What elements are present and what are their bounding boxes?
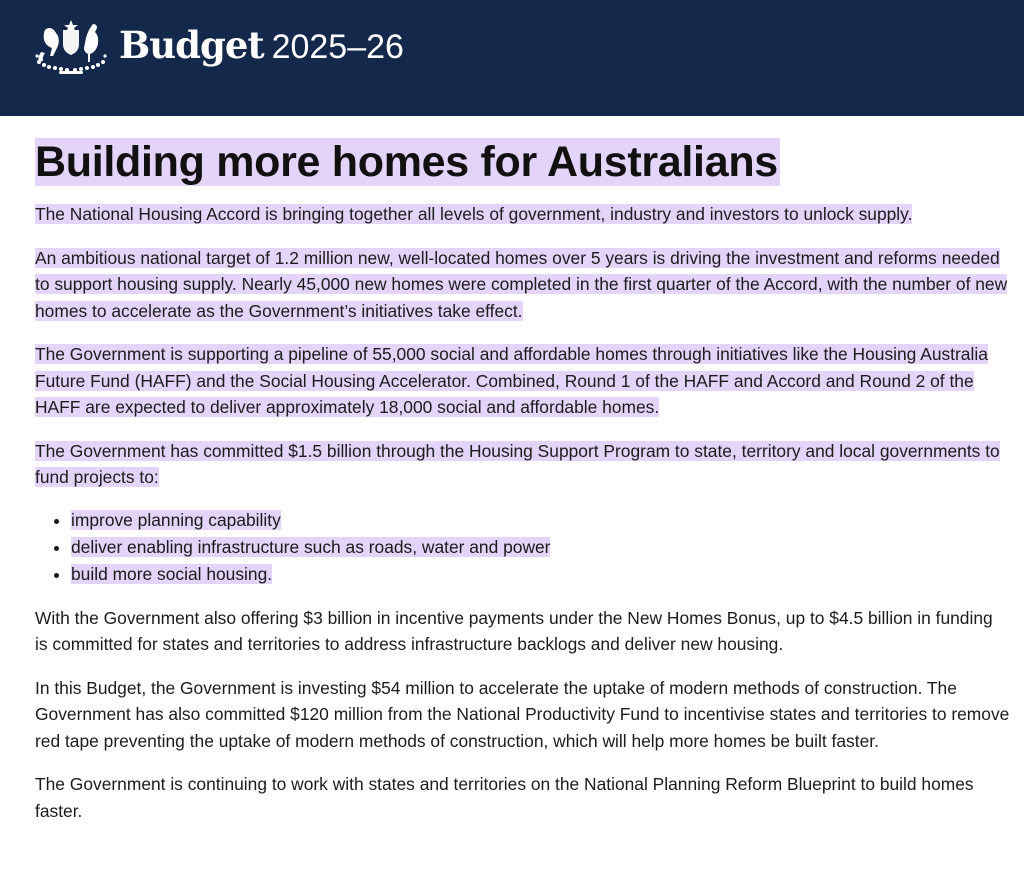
- paragraph-support-program: [35, 438, 1010, 491]
- article-content: [35, 135, 1010, 824]
- paragraph-intro: [35, 201, 1010, 228]
- paragraph-text: The Government has committed $1.5 billion through the Housing Support Program to state, territory and local governments to fund projects to:: [35, 440, 1000, 487]
- list-item-text: deliver enabling infrastructure such as roads, water and power: [71, 536, 551, 557]
- site-header: [0, 0, 1024, 116]
- list-item: [71, 534, 1010, 561]
- projects-list: [35, 507, 1010, 588]
- paragraph-text: An ambitious national target of 1.2 million new, well-located homes over 5 years is driving the investment and reforms needed to support housing supply. Nearly 45,000 new homes were completed in the first quarter of the Accord, with the number of new homes to accelerate as the Government’s initiatives take effect.: [35, 247, 1008, 321]
- brand-year: 2025–26: [271, 28, 404, 66]
- paragraph-text: The Government is supporting a pipeline of 55,000 social and affordable homes through initiatives like the Housing Australia Future Fund (HAFF) and the Social Housing Accelerator. Combined, Round 1 of the HAFF and Accord and Round 2 of the HAFF are expected to deliver approximately 18,000 social and affordable homes.: [35, 344, 988, 417]
- brand-name: Budget: [119, 23, 264, 67]
- site-brand[interactable]: [119, 23, 404, 67]
- list-item-text: build more social housing.: [71, 563, 273, 584]
- list-item: [71, 507, 1010, 534]
- list-item-text: improve planning capability: [71, 509, 281, 530]
- paragraph-new-homes-bonus: With the Government also offering $3 billion in incentive payments under the New Homes Bonus, up to $4.5 billion in funding is committed for states and territories to address infrastructure backlogs and deliver new housing.: [35, 607, 993, 654]
- page-title-text: Building more homes for Australians: [35, 138, 778, 186]
- commonwealth-coat-of-arms-icon: [33, 18, 109, 76]
- paragraph-modern-methods: In this Budget, the Government is investing $54 million to accelerate the uptake of modern methods of construction. The Government has also committed $120 million from the National Productivity Fund to incentivise states and territories to remove red tape preventing the uptake of modern methods of construction, which will help more homes be built faster.: [35, 677, 1010, 751]
- paragraph-planning-blueprint: The Government is continuing to work with states and territories on the National Planning Reform Blueprint to build homes faster.: [35, 774, 974, 821]
- list-item: [71, 561, 1010, 588]
- page-title: [35, 135, 1010, 189]
- paragraph-target: [35, 245, 1010, 325]
- paragraph-pipeline: [35, 341, 1010, 421]
- paragraph-text: The National Housing Accord is bringing together all levels of government, industry and investors to unlock supply.: [35, 204, 913, 224]
